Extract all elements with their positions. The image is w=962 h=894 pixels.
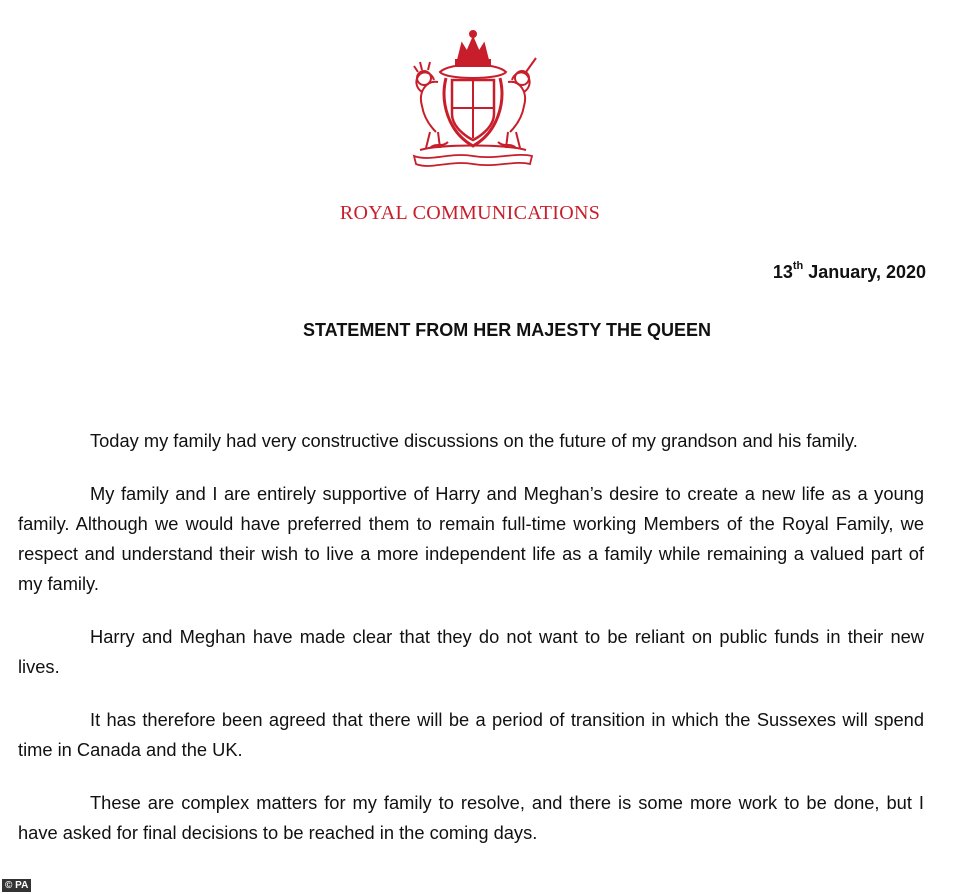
statement-body — [18, 426, 924, 871]
paragraph: Harry and Meghan have made clear that they do not want to be reliant on public funds in their new lives. — [18, 626, 924, 677]
statement-title: STATEMENT FROM HER MAJESTY THE QUEEN — [302, 320, 712, 340]
department-heading: ROYAL COMMUNICATIONS — [339, 202, 601, 224]
royal-coat-of-arms-icon — [400, 22, 546, 172]
photo-credit: © PA — [2, 879, 31, 892]
date-suffix: th — [792, 260, 804, 272]
statement-date — [773, 262, 926, 283]
paragraph: My family and I are entirely supportive of Harry and Meghan’s desire to create a new life as a young family. Although we would have preferred them to remain full-time working Members of the Royal Family, we respect and understand their wish to live a more independent life as a family while remaining a valued part of my family. — [18, 483, 924, 594]
paragraph: Today my family had very constructive discussions on the future of my grandson and his family. — [90, 430, 858, 451]
paragraph: These are complex matters for my family to resolve, and there is some more work to be done, but I have asked for final decisions to be reached in the coming days. — [18, 792, 924, 843]
date-day: 13 — [772, 262, 793, 282]
date-rest: January, 2020 — [803, 262, 926, 282]
paragraph: It has therefore been agreed that there will be a period of transition in which the Sussexes will spend time in Canada and the UK. — [18, 709, 924, 760]
